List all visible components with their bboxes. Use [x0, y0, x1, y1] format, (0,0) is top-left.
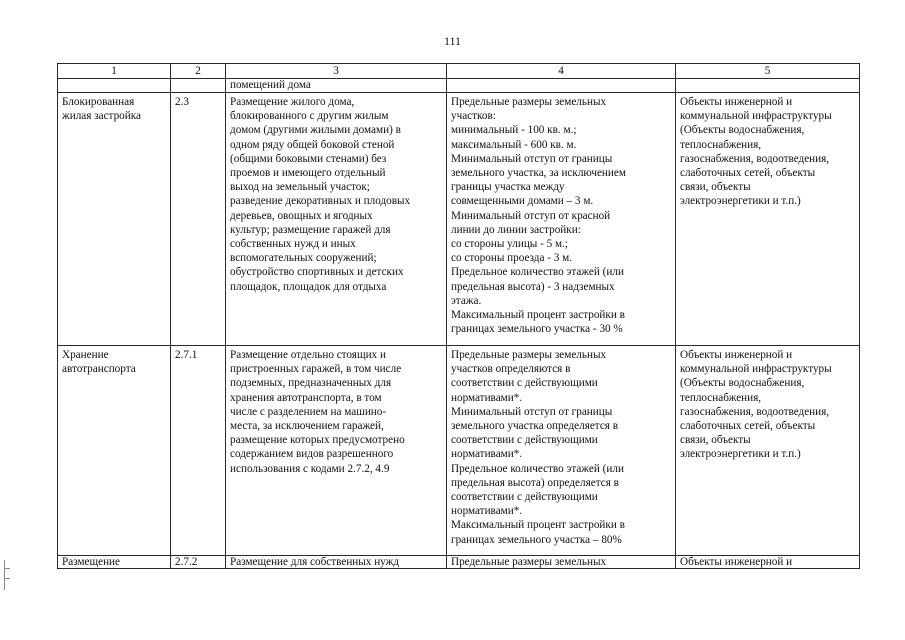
continuation-cell-parameters [447, 79, 676, 93]
land-use-code: 2.3 [171, 93, 226, 346]
land-use-description: Размещение для собственных нужд [226, 556, 447, 569]
table-row [58, 93, 860, 346]
land-use-table [57, 63, 860, 569]
column-header-5: 5 [676, 64, 860, 79]
continuation-cell-description: помещений дома [226, 79, 447, 93]
land-use-code: 2.7.2 [171, 556, 226, 569]
land-use-parameters: Предельные размеры земельных [447, 556, 676, 569]
land-use-parameters: Предельные размеры земельных участков: минимальный - 100 кв. м.; максимальный - 600 кв. м. Минимальный отступ от границы земельного участка, за исключением границы участка между совмещенными домами – 3 м. Минимальный отступ от красной линии до линии застройки: со стороны улицы - 5 м.; со стороны проезда - 3 м. Предельное количество этажей (или предельная высота) - 3 надземных этажа. Максимальный процент застройки в границах земельного участка - 30 % [447, 93, 676, 346]
continuation-cell-code [171, 79, 226, 93]
land-use-infrastructure: Объекты инженерной и [676, 556, 860, 569]
table-row [58, 556, 860, 569]
continuation-cell-infrastructure [676, 79, 860, 93]
binding-margin-mark [4, 560, 11, 590]
land-use-description: Размещение отдельно стоящих и пристроенных гаражей, в том числе подземных, предназначенных для хранения автотранспорта, в том числе с разделением на машино- места, за исключением гаражей, размещение которых предусмотрено содержанием видов разрешенного использования с кодами 2.7.2, 4.9 [226, 346, 447, 556]
continuation-cell-name [58, 79, 171, 93]
column-header-4: 4 [447, 64, 676, 79]
land-use-name: Хранение автотранспорта [58, 346, 171, 556]
column-header-3: 3 [226, 64, 447, 79]
land-use-infrastructure: Объекты инженерной и коммунальной инфраструктуры (Объекты водоснабжения, теплоснабжения, газоснабжения, водоотведения, слаботочных сетей, объекты связи, объекты электроэнергетики и т.п.) [676, 93, 860, 346]
land-use-infrastructure: Объекты инженерной и коммунальной инфраструктуры (Объекты водоснабжения, теплоснабжения, газоснабжения, водоотведения, слаботочных сетей, объекты связи, объекты электроэнергетики и т.п.) [676, 346, 860, 556]
land-use-code: 2.7.1 [171, 346, 226, 556]
land-use-description: Размещение жилого дома, блокированного с другим жилым домом (другими жилыми домами) в одном ряду общей боковой стеной (общими боковыми стенами) без проемов и имеющего отдельный выход на земельный участок; разведение декоративных и плодовых деревьев, овощных и ягодных культур; размещение гаражей для собственных нужд и иных вспомогательных сооружений; обустройство спортивных и детских площадок, площадок для отдыха [226, 93, 447, 346]
land-use-parameters: Предельные размеры земельных участков определяются в соответствии с действующими нормативами*. Минимальный отступ от границы земельного участка определяется в соответствии с действующими нормативами*. Предельное количество этажей (или предельная высота) определяется в соответствии с действующими нормативами*. Максимальный процент застройки в границах земельного участка – 80% [447, 346, 676, 556]
table-header-row [58, 64, 860, 79]
land-use-name: Блокированная жилая застройка [58, 93, 171, 346]
table-continuation-row [58, 79, 860, 93]
land-use-name: Размещение [58, 556, 171, 569]
column-header-1: 1 [58, 64, 171, 79]
page-number: 111 [443, 34, 462, 48]
table-row [58, 346, 860, 556]
column-header-2: 2 [171, 64, 226, 79]
